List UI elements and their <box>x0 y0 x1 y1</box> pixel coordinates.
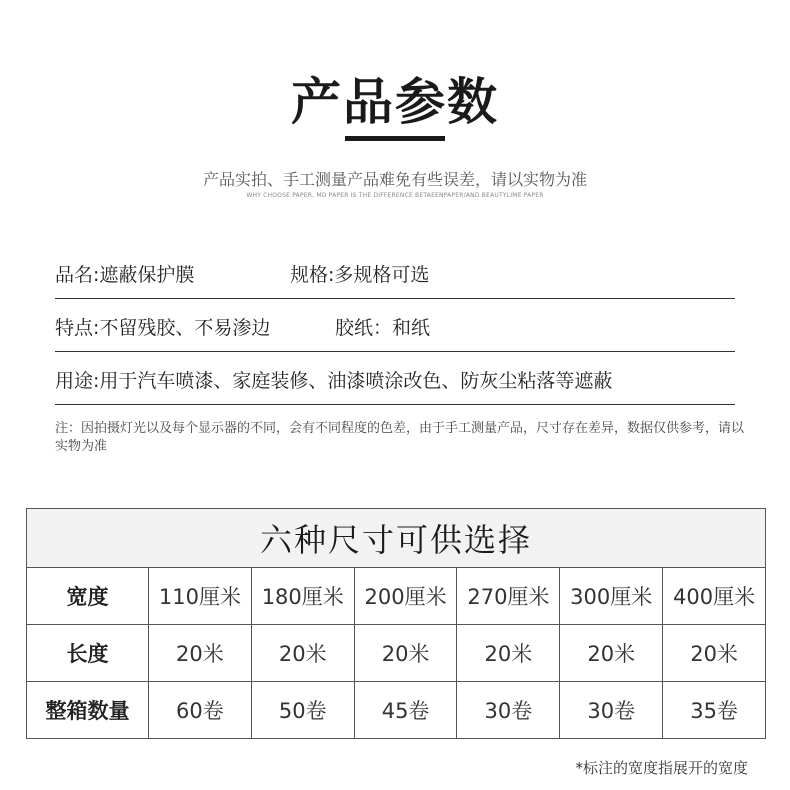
page-title: 产品参数 <box>291 73 499 131</box>
subtitle: 产品实拍、手工测量产品难免有些误差，请以实物为准 <box>202 170 587 189</box>
footnote: *标注的宽度指展开的宽度 <box>575 759 748 777</box>
product-tape: 胶纸：和纸 <box>335 317 431 339</box>
table-cell: 400厘米 <box>663 568 766 625</box>
table-cell: 180厘米 <box>251 568 354 625</box>
table-cell: 20米 <box>663 625 766 682</box>
table-row-length <box>27 625 766 682</box>
product-usage: 用途:用于汽车喷漆、家庭装修、油漆喷涂改色、防灰尘粘落等遮蔽 <box>55 370 613 392</box>
table-cell: 35卷 <box>663 682 766 739</box>
row-label: 宽度 <box>27 568 149 625</box>
product-feature: 特点:不留残胶、不易渗边 <box>55 317 271 339</box>
table-cell: 30卷 <box>560 682 663 739</box>
table-cell: 50卷 <box>251 682 354 739</box>
size-table-heading: 六种尺寸可供选择 <box>27 509 766 568</box>
table-cell: 270厘米 <box>457 568 560 625</box>
product-name: 品名:遮蔽保护膜 <box>55 264 195 286</box>
table-cell: 200厘米 <box>354 568 457 625</box>
table-cell: 30卷 <box>457 682 560 739</box>
english-tagline: WHY CHOOSE PAPER, MD PAPER IS THE DIFFERENCE BETAEENPAPER/AND BEAUTYLIME PAPER <box>246 192 544 199</box>
table-cell: 20米 <box>149 625 252 682</box>
table-cell: 45卷 <box>354 682 457 739</box>
spec-row-name <box>55 246 735 299</box>
spec-row-feature <box>55 299 735 352</box>
row-label: 整箱数量 <box>27 682 149 739</box>
spec-row-usage <box>55 352 735 405</box>
table-cell: 300厘米 <box>560 568 663 625</box>
table-cell: 20米 <box>251 625 354 682</box>
table-cell: 60卷 <box>149 682 252 739</box>
product-spec: 规格:多规格可选 <box>290 264 430 286</box>
title-underline <box>345 136 445 141</box>
table-cell: 20米 <box>560 625 663 682</box>
size-table <box>26 508 766 739</box>
table-row-quantity <box>27 682 766 739</box>
table-row-width <box>27 568 766 625</box>
row-label: 长度 <box>27 625 149 682</box>
table-cell: 110厘米 <box>149 568 252 625</box>
table-cell: 20米 <box>354 625 457 682</box>
disclaimer-note: 注：因拍摄灯光以及每个显示器的不同，会有不同程度的色差，由于手工测量产品，尺寸存在差异，数据仅供参考，请以实物为准 <box>55 421 745 454</box>
table-cell: 20米 <box>457 625 560 682</box>
